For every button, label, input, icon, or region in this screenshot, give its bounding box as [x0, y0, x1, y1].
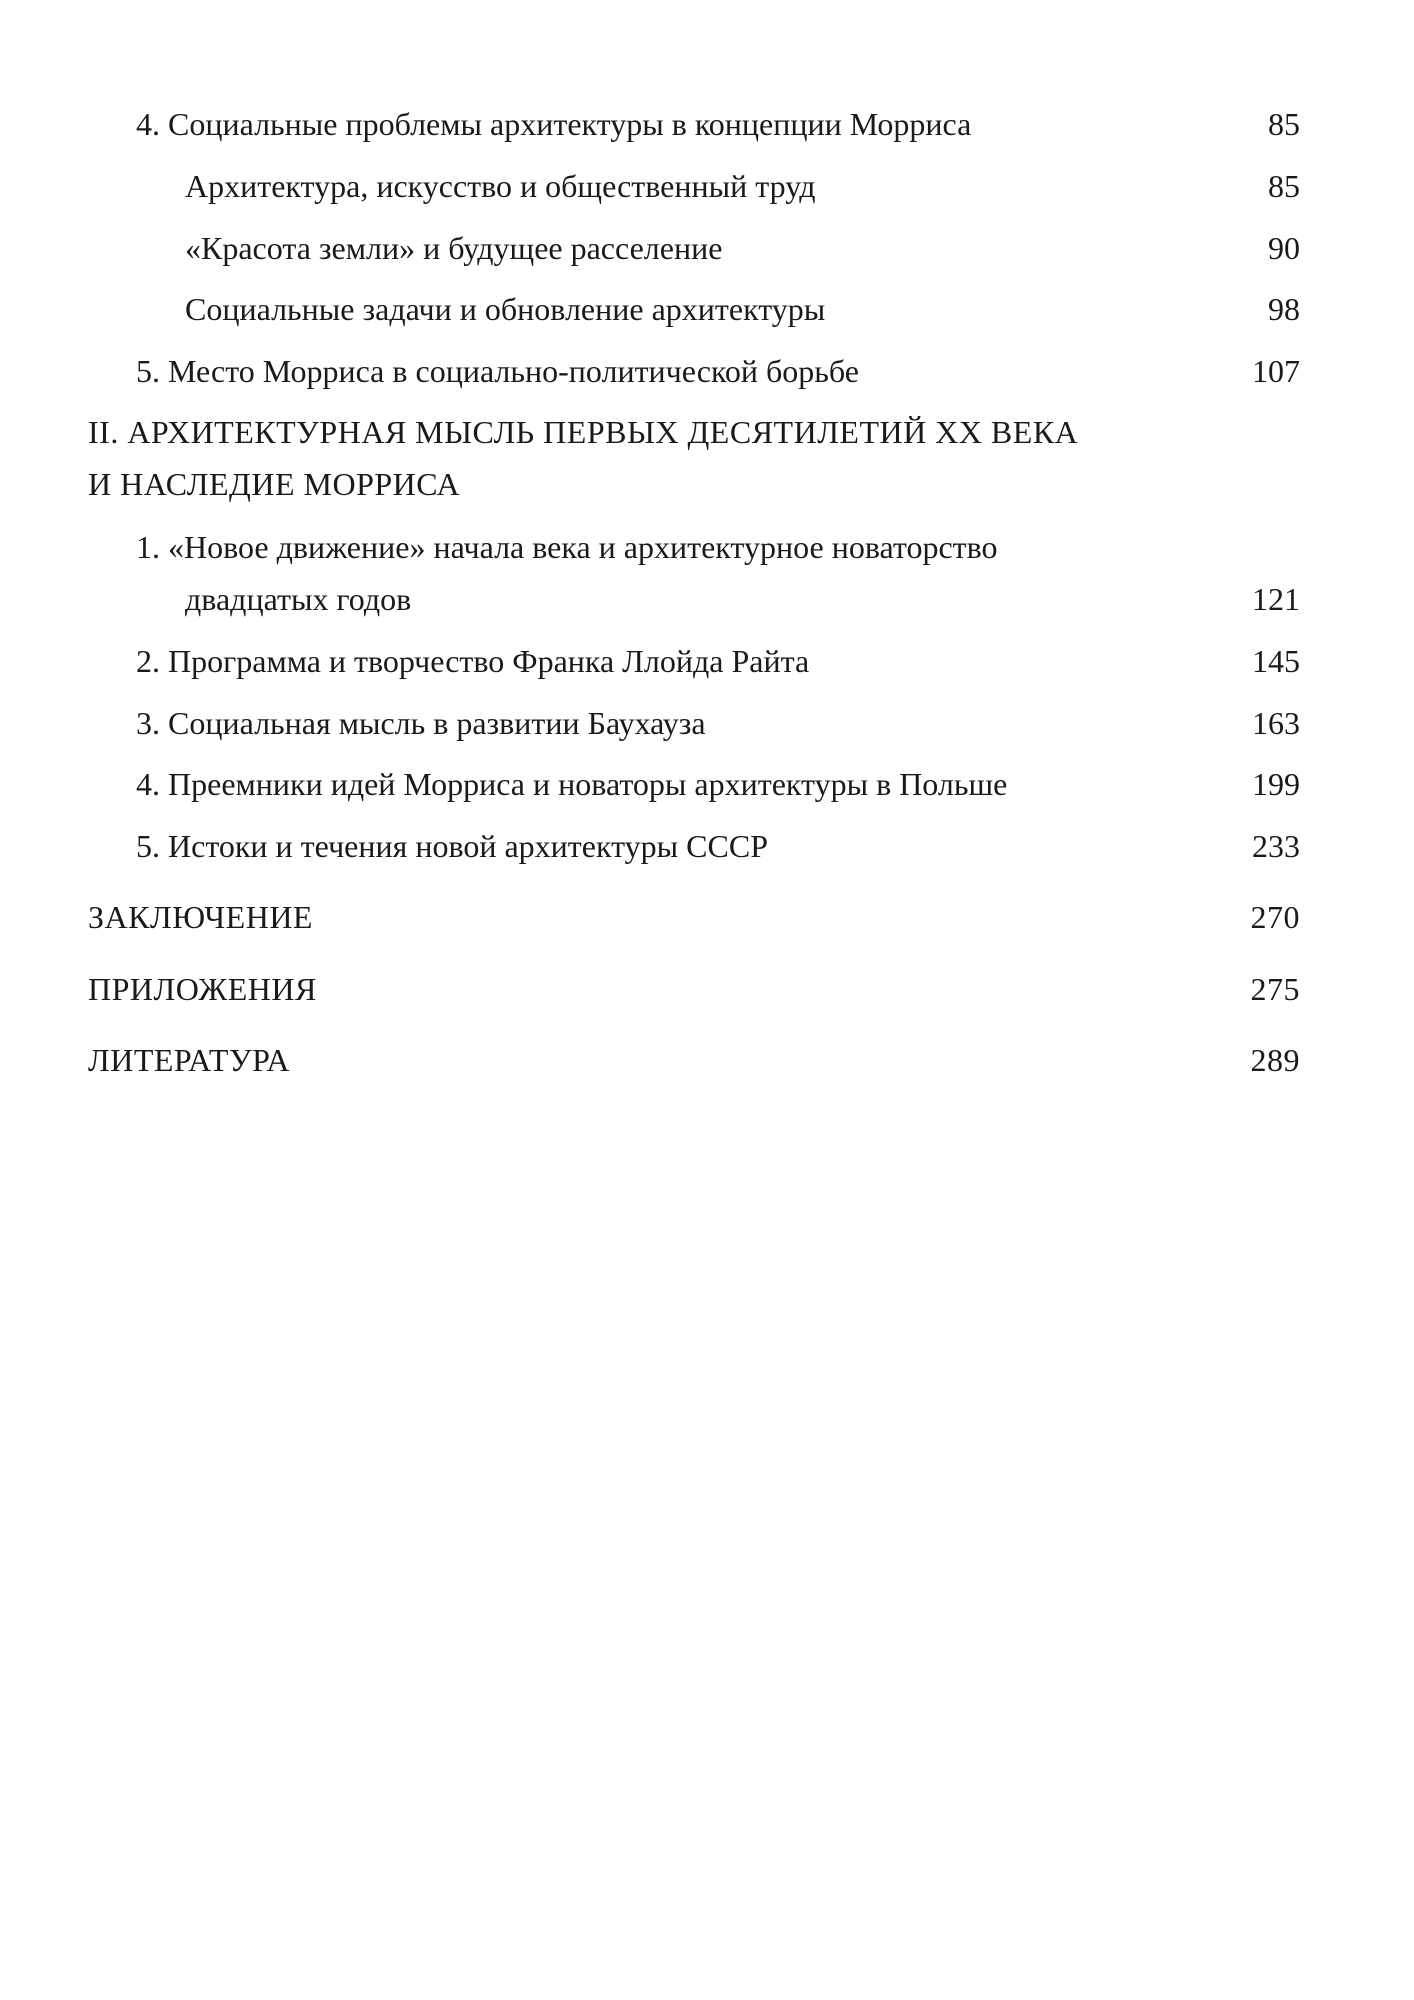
toc-entry-page: 107 [1252, 353, 1300, 389]
toc-entry-title: Социальные задачи и обновление архитектуры [185, 291, 826, 327]
toc-entry-page: 163 [1252, 705, 1300, 741]
toc-entry-title: «Красота земли» и будущее расселение [185, 230, 723, 266]
toc-entry-page: 85 [1268, 168, 1300, 204]
toc-entry-title: 5. Истоки и течения новой архитектуры СССР [136, 828, 768, 864]
toc-entry-page: 289 [1250, 1042, 1300, 1078]
toc-entry-title: 3. Социальная мысль в развитии Баухауза [136, 705, 706, 741]
toc-entry-title: ЛИТЕРАТУРА [88, 1042, 290, 1078]
toc-entry-title: двадцатых годов [185, 581, 412, 617]
toc-entry-page: 199 [1252, 766, 1300, 802]
toc-entry-title: И НАСЛЕДИЕ МОРРИСА [88, 466, 461, 502]
toc-entry-page: 270 [1250, 899, 1300, 935]
toc-entry-page: 121 [1252, 581, 1300, 617]
toc-entry-title: 4. Преемники идей Морриса и новаторы архитектуры в Польше [136, 766, 1008, 802]
toc-entry-page: 85 [1268, 106, 1300, 142]
toc-entry-title: 1. «Новое движение» начала века и архитектурное новаторство [136, 529, 998, 565]
toc-entry-page: 275 [1250, 971, 1300, 1007]
toc-entry-page: 98 [1268, 291, 1300, 327]
toc-entry-title: 2. Программа и творчество Франка Ллойда Райта [136, 643, 810, 679]
toc-entry-title: ПРИЛОЖЕНИЯ [88, 971, 317, 1007]
toc-entry-page: 145 [1252, 643, 1300, 679]
toc-entry-page: 90 [1268, 230, 1300, 266]
toc-entry-title: 4. Социальные проблемы архитектуры в концепции Морриса [136, 106, 972, 142]
toc-entry-title: II. АРХИТЕКТУРНАЯ МЫСЛЬ ПЕРВЫХ ДЕСЯТИЛЕТИЙ XX ВЕКА [88, 414, 1079, 450]
toc-entry-page: 233 [1252, 828, 1300, 864]
toc-entry-title: Архитектура, искусство и общественный труд [185, 168, 816, 204]
toc-entry-title: 5. Место Морриса в социально-политической борьбе [136, 353, 859, 389]
toc-entry-title: ЗАКЛЮЧЕНИЕ [88, 899, 313, 935]
